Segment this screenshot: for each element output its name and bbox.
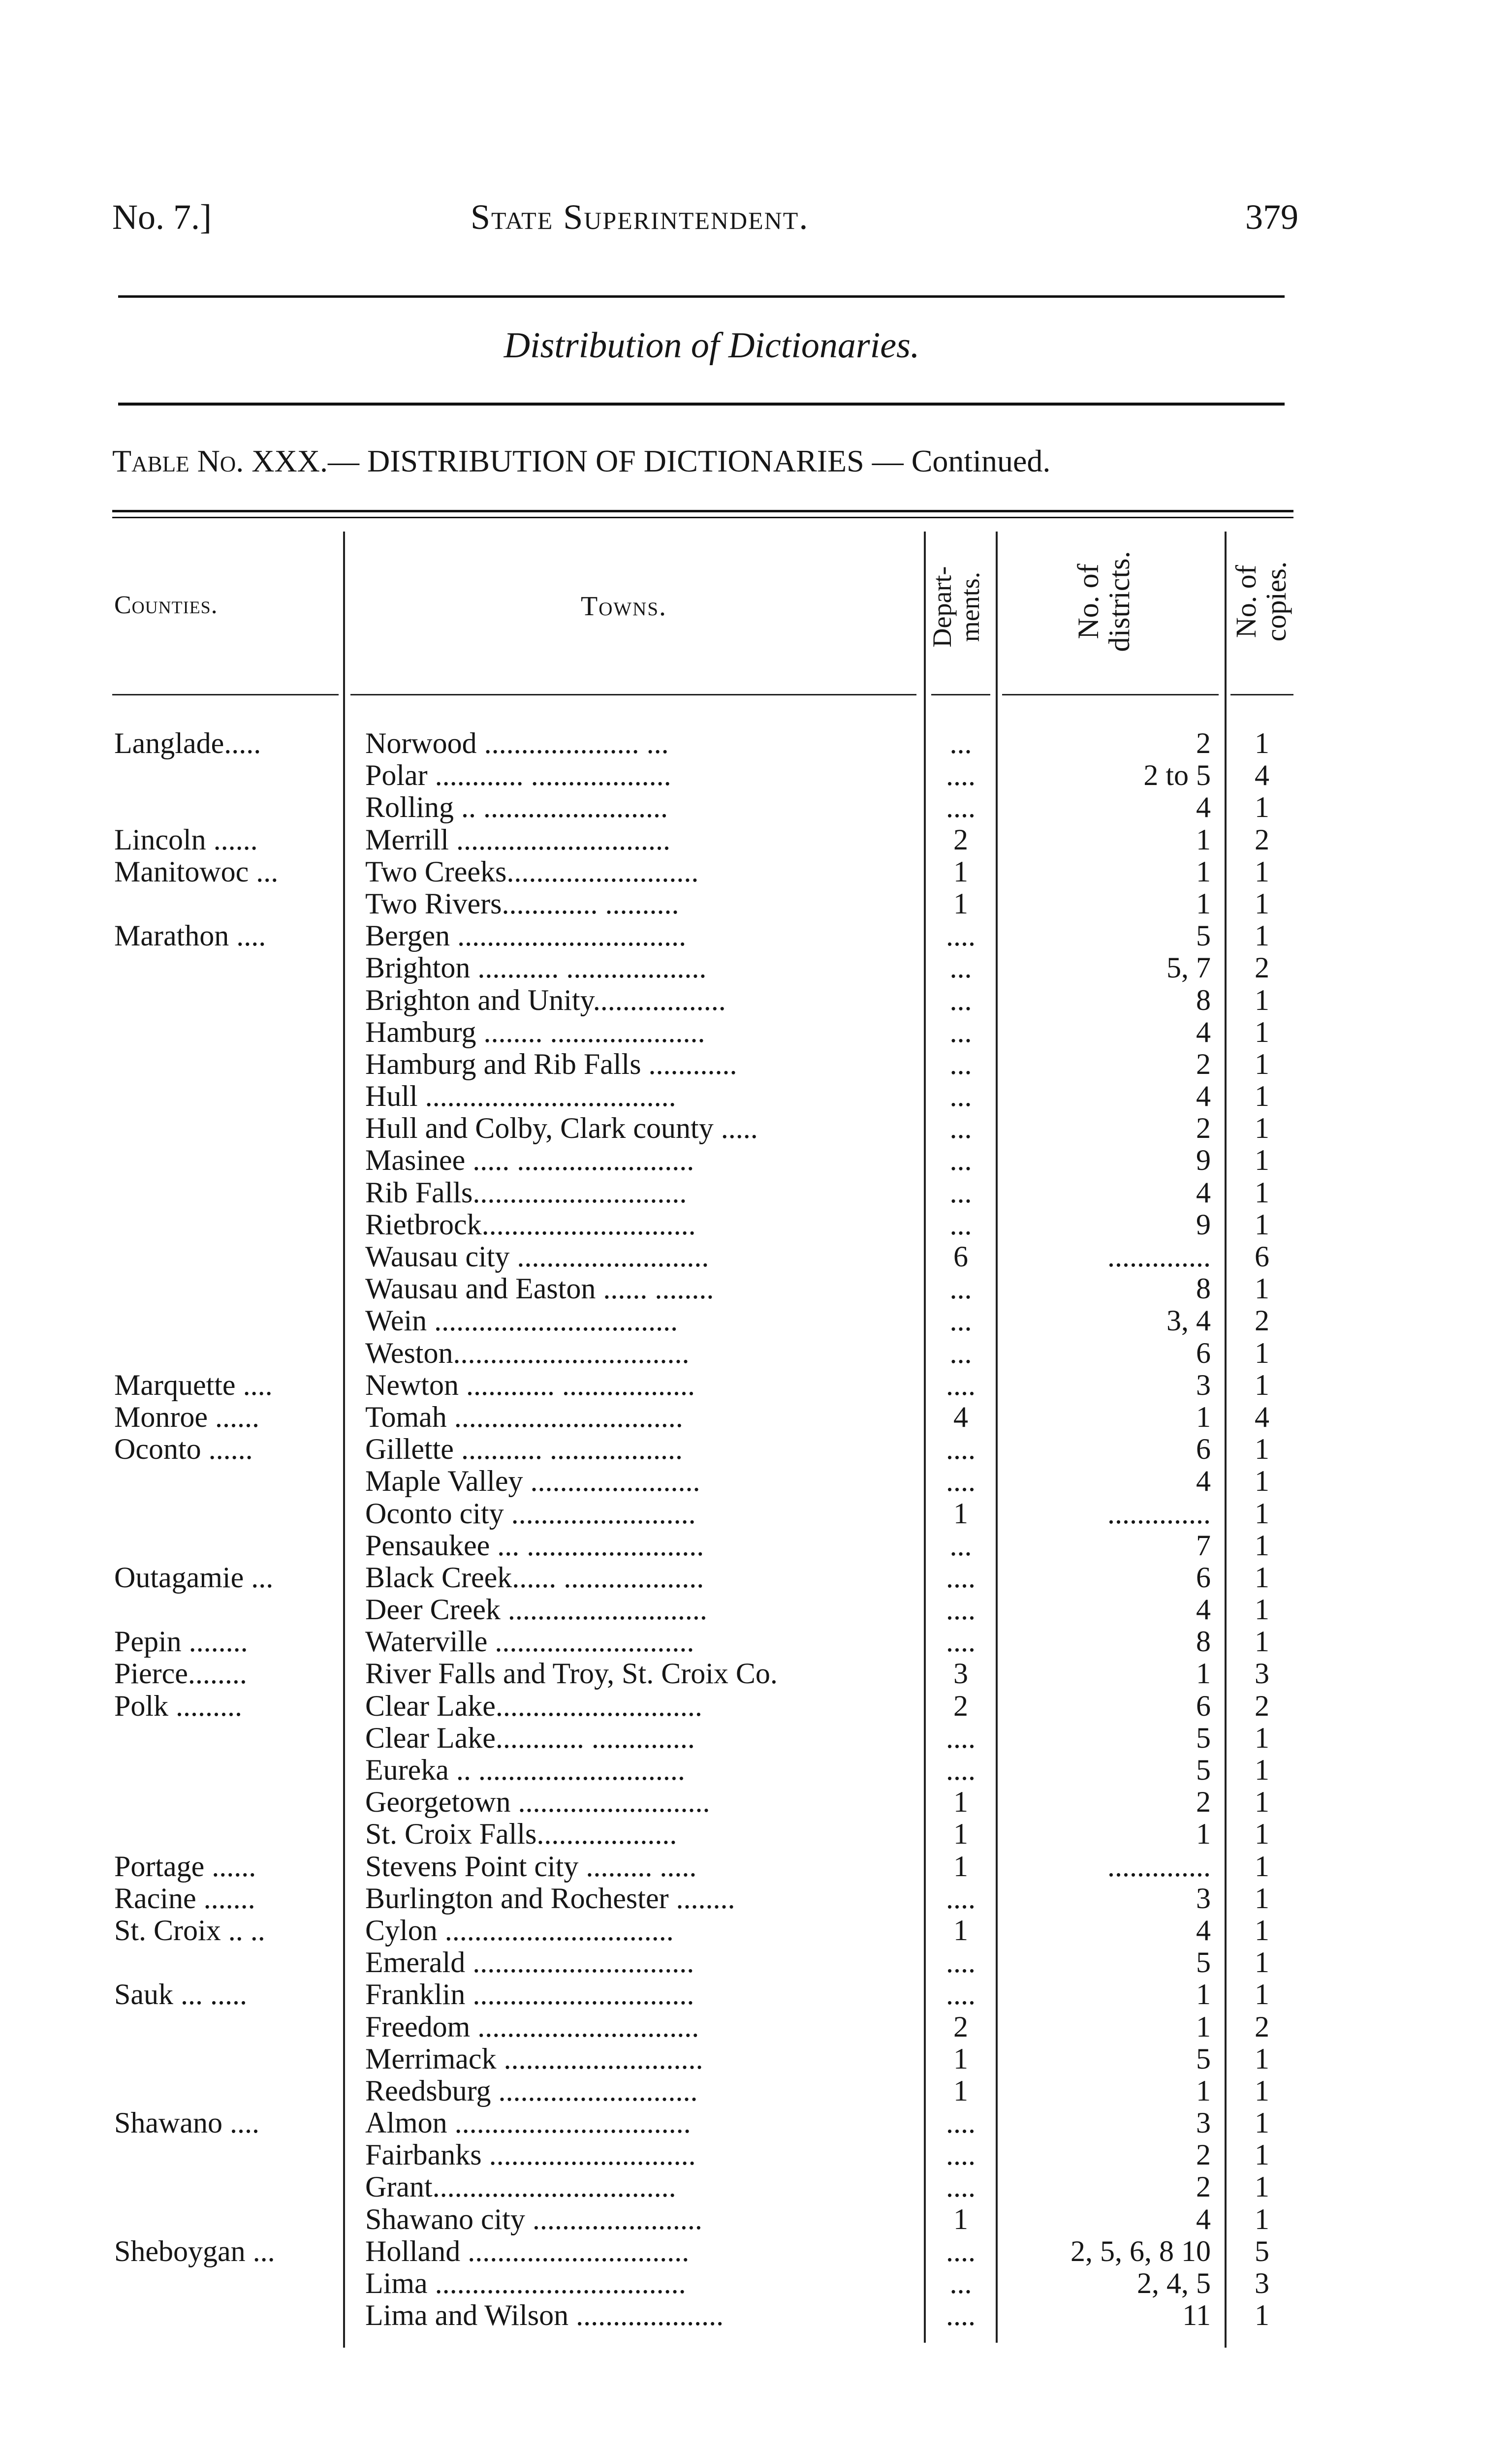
town-cell: Bergen ............................... (365, 920, 687, 952)
town-cell: Eureka .. ............................ (365, 1754, 685, 1786)
copies-cell: 1 (1255, 920, 1269, 952)
copies-cell: 4 (1255, 759, 1269, 792)
town-cell: Deer Creek ........................... (365, 1594, 707, 1626)
districts-cell: 1 (1196, 1979, 1211, 2011)
header-underline (112, 694, 339, 695)
departments-cell: ... (949, 952, 972, 984)
departments-cell: ... (949, 727, 972, 759)
copies-cell: 1 (1255, 2299, 1269, 2332)
copies-cell: 1 (1255, 1016, 1269, 1048)
departments-cell: .... (946, 2139, 976, 2171)
departments-cell: ... (949, 1048, 972, 1080)
districts-cell: 5 (1196, 1947, 1211, 1979)
copies-cell: 1 (1255, 1882, 1269, 1915)
departments-cell: ... (949, 1176, 972, 1209)
table-top-rule (112, 510, 1293, 512)
districts-cell: 2 (1196, 1112, 1211, 1145)
departments-cell: 3 (953, 1658, 968, 1690)
county-cell: Langlade..... (114, 727, 261, 759)
town-cell: Hull and Colby, Clark county ..... (365, 1112, 758, 1145)
town-cell: Fairbanks ............................ (365, 2139, 696, 2171)
table-row (0, 2107, 1512, 2139)
districts-cell: 5 (1196, 2042, 1211, 2075)
county-cell: Manitowoc ... (114, 855, 279, 888)
table-row (0, 1144, 1512, 1176)
town-cell: Waterville ........................... (365, 1626, 694, 1658)
table-row (0, 952, 1512, 984)
table-row (0, 759, 1512, 791)
table-row (0, 1754, 1512, 1786)
town-cell: Polar ............ ................... (365, 759, 671, 792)
town-cell: Lima and Wilson .................... (365, 2299, 724, 2332)
table-row (0, 2203, 1512, 2235)
town-cell: Holland .............................. (365, 2235, 690, 2267)
copies-cell: 2 (1255, 1690, 1269, 1722)
table-row (0, 1112, 1512, 1144)
districts-cell: 9 (1196, 1208, 1211, 1241)
districts-cell: 1 (1196, 1658, 1211, 1690)
districts-cell: 9 (1196, 1144, 1211, 1177)
town-cell: Pensaukee ... ........................ (365, 1529, 704, 1562)
districts-cell: 5 (1196, 1754, 1211, 1786)
town-cell: River Falls and Troy, St. Croix Co. (365, 1658, 778, 1690)
top-rule (118, 295, 1285, 298)
copies-cell: 1 (1255, 1626, 1269, 1658)
county-cell: Sauk ... ..... (114, 1979, 247, 2011)
town-cell: Masinee ..... ........................ (365, 1144, 694, 1177)
districts-cell: 4 (1196, 1594, 1211, 1626)
town-cell: St. Croix Falls................... (365, 1818, 677, 1851)
districts-cell: 5 (1196, 1722, 1211, 1754)
departments-cell: ... (949, 1529, 972, 1562)
county-cell: Portage ...... (114, 1850, 256, 1883)
departments-cell: .... (946, 2107, 976, 2139)
districts-cell: 2 (1196, 1048, 1211, 1080)
table-row (0, 824, 1512, 856)
table-row (0, 2299, 1512, 2331)
town-cell: Norwood ..................... ... (365, 727, 669, 759)
table-row (0, 1048, 1512, 1080)
copies-cell: 1 (1255, 1112, 1269, 1145)
copies-cell: 1 (1255, 1754, 1269, 1786)
header-districts-text: No. of districts. (1072, 551, 1135, 652)
districts-cell: 2 (1196, 1786, 1211, 1819)
town-cell: Oconto city ......................... (365, 1497, 696, 1530)
copies-cell: 5 (1255, 2235, 1269, 2267)
departments-cell: 1 (953, 2042, 968, 2075)
copies-cell: 1 (1255, 1786, 1269, 1819)
town-cell: Franklin .............................. (365, 1979, 694, 2011)
town-cell: Shawano city ....................... (365, 2203, 702, 2235)
town-cell: Gillette ........... .................. (365, 1433, 683, 1466)
districts-cell: 2 (1196, 2171, 1211, 2203)
districts-cell: 1 (1196, 2011, 1211, 2043)
table-row (0, 2075, 1512, 2107)
town-cell: Georgetown .......................... (365, 1786, 710, 1819)
copies-cell: 1 (1255, 1273, 1269, 1305)
table-row (0, 1465, 1512, 1497)
copies-cell: 1 (1255, 1594, 1269, 1626)
districts-cell: 6 (1196, 1561, 1211, 1594)
copies-cell: 1 (1255, 1144, 1269, 1177)
copies-cell: 1 (1255, 1561, 1269, 1594)
districts-cell: 4 (1196, 791, 1211, 824)
town-cell: Merrill ............................. (365, 823, 670, 856)
table-row (0, 984, 1512, 1016)
town-cell: Almon ................................ (365, 2107, 691, 2139)
departments-cell: .... (946, 1626, 976, 1658)
districts-cell: 5 (1196, 920, 1211, 952)
districts-cell: 1 (1196, 855, 1211, 888)
table-row (0, 1562, 1512, 1594)
town-cell: Lima .................................. (365, 2267, 686, 2299)
copies-cell: 1 (1255, 2171, 1269, 2203)
town-cell: Maple Valley ....................... (365, 1465, 700, 1498)
districts-cell: 1 (1196, 1401, 1211, 1433)
town-cell: Wausau and Easton ...... ........ (365, 1273, 714, 1305)
copies-cell: 1 (1255, 727, 1269, 759)
departments-cell: .... (946, 920, 976, 952)
departments-cell: 2 (953, 2011, 968, 2043)
copies-cell: 1 (1255, 984, 1269, 1016)
running-head-title: State Superintendent. (471, 197, 809, 237)
table-row (0, 1690, 1512, 1722)
departments-cell: 1 (953, 2074, 968, 2107)
copies-cell: 1 (1255, 855, 1269, 888)
town-cell: Hamburg ........ ..................... (365, 1016, 705, 1048)
districts-cell: 4 (1196, 1465, 1211, 1498)
departments-cell: .... (946, 2235, 976, 2267)
table-row (0, 1851, 1512, 1883)
town-cell: Cylon ............................... (365, 1914, 674, 1947)
districts-cell: 4 (1196, 2203, 1211, 2235)
table-row (0, 1080, 1512, 1112)
departments-cell: ... (949, 2267, 972, 2299)
departments-cell: .... (946, 1754, 976, 1786)
town-cell: Emerald .............................. (365, 1947, 694, 1979)
county-cell: Sheboygan ... (114, 2235, 275, 2267)
county-cell: Monroe ...... (114, 1401, 259, 1433)
districts-cell: 3 (1196, 1882, 1211, 1915)
copies-cell: 1 (1255, 1048, 1269, 1080)
districts-cell: 4 (1196, 1080, 1211, 1113)
header-towns: Towns. (581, 591, 667, 622)
header-districts (1073, 528, 1135, 675)
departments-cell: .... (946, 1369, 976, 1401)
county-cell: St. Croix .. .. (114, 1914, 265, 1947)
table-row (0, 1947, 1512, 1979)
table-row (0, 1369, 1512, 1401)
table-row (0, 2171, 1512, 2203)
departments-cell: .... (946, 759, 976, 792)
county-cell: Shawano .... (114, 2107, 259, 2139)
header-departments (928, 540, 984, 673)
departments-cell: 1 (953, 1914, 968, 1947)
copies-cell: 1 (1255, 2042, 1269, 2075)
table-body (0, 727, 1512, 2331)
copies-cell: 1 (1255, 1465, 1269, 1498)
districts-cell: 6 (1196, 1337, 1211, 1369)
town-cell: Wein ................................. (365, 1305, 678, 1337)
town-cell: Two Rivers............. .......... (365, 887, 679, 920)
town-cell: Two Creeks.......................... (365, 855, 699, 888)
table-caption: — DISTRIBUTION OF DICTIONARIES — Continued. (327, 443, 1051, 478)
town-cell: Brighton and Unity.................. (365, 984, 726, 1016)
town-cell: Wausau city .......................... (365, 1241, 709, 1273)
table-row (0, 1273, 1512, 1305)
town-cell: Clear Lake............ .............. (365, 1722, 695, 1754)
county-cell: Outagamie ... (114, 1561, 274, 1594)
districts-cell: 3 (1196, 1369, 1211, 1401)
table-row (0, 1177, 1512, 1209)
districts-cell: 4 (1196, 1176, 1211, 1209)
section-subtitle: Distribution of Dictionaries. (504, 325, 920, 366)
districts-cell: 6 (1196, 1433, 1211, 1466)
table-row (0, 2267, 1512, 2299)
table-row (0, 1786, 1512, 1818)
town-cell: Newton ............ .................. (365, 1369, 695, 1401)
table-row (0, 1594, 1512, 1626)
copies-cell: 1 (1255, 1979, 1269, 2011)
copies-cell: 1 (1255, 2074, 1269, 2107)
copies-cell: 1 (1255, 1914, 1269, 1947)
table-number: Table No. XXX. (112, 443, 328, 478)
districts-cell: 8 (1196, 1273, 1211, 1305)
copies-cell: 1 (1255, 1818, 1269, 1851)
document-number: No. 7.] (112, 197, 212, 237)
districts-cell: 3, 4 (1166, 1305, 1211, 1337)
town-cell: Rib Falls............................. (365, 1176, 687, 1209)
table-row (0, 2043, 1512, 2075)
table-row (0, 2139, 1512, 2171)
table-row (0, 1433, 1512, 1465)
copies-cell: 1 (1255, 1722, 1269, 1754)
departments-cell: .... (946, 1433, 976, 1466)
county-cell: Marquette .... (114, 1369, 273, 1401)
districts-cell: 1 (1196, 2074, 1211, 2107)
town-cell: Rietbrock............................. (365, 1208, 696, 1241)
county-cell: Pierce........ (114, 1658, 247, 1690)
page-number: 379 (1245, 197, 1298, 237)
districts-cell: 1 (1196, 1818, 1211, 1851)
departments-cell: 1 (953, 1850, 968, 1883)
table-row (0, 1626, 1512, 1658)
table-row (0, 1818, 1512, 1850)
copies-cell: 1 (1255, 2139, 1269, 2171)
departments-cell: .... (946, 2299, 976, 2332)
copies-cell: 3 (1255, 1658, 1269, 1690)
town-cell: Rolling .. ......................... (365, 791, 668, 824)
copies-cell: 1 (1255, 1080, 1269, 1113)
table-row (0, 1530, 1512, 1562)
county-cell: Oconto ...... (114, 1433, 253, 1466)
copies-cell: 1 (1255, 1369, 1269, 1401)
table-title (112, 443, 1303, 479)
header-underline (1230, 694, 1293, 695)
copies-cell: 1 (1255, 887, 1269, 920)
departments-cell: ... (949, 1305, 972, 1337)
header-copies-text: No. of copies. (1230, 561, 1292, 642)
districts-cell: 2 (1196, 727, 1211, 759)
districts-cell: 1 (1196, 887, 1211, 920)
departments-cell: .... (946, 1561, 976, 1594)
header-counties: Counties. (114, 591, 218, 619)
town-cell: Burlington and Rochester ........ (365, 1882, 735, 1915)
departments-cell: .... (946, 1722, 976, 1754)
districts-cell: 7 (1196, 1529, 1211, 1562)
county-cell: Marathon .... (114, 920, 266, 952)
districts-cell: 8 (1196, 1626, 1211, 1658)
copies-cell: 1 (1255, 1208, 1269, 1241)
departments-cell: 2 (953, 823, 968, 856)
town-cell: Reedsburg ........................... (365, 2074, 698, 2107)
departments-cell: ... (949, 1337, 972, 1369)
copies-cell: 1 (1255, 1433, 1269, 1466)
departments-cell: 4 (953, 1401, 968, 1433)
districts-cell: .............. (1107, 1241, 1211, 1273)
header-underline (350, 694, 916, 695)
districts-cell: 2 (1196, 2139, 1211, 2171)
table-row (0, 1337, 1512, 1369)
table-row (0, 2235, 1512, 2267)
table-row (0, 856, 1512, 888)
town-cell: Merrimack ........................... (365, 2042, 703, 2075)
town-cell: Black Creek...... ................... (365, 1561, 704, 1594)
departments-cell: .... (946, 2171, 976, 2203)
county-cell: Racine ....... (114, 1882, 255, 1915)
table-row (0, 888, 1512, 920)
copies-cell: 2 (1255, 952, 1269, 984)
districts-cell: 4 (1196, 1016, 1211, 1048)
table-row (0, 727, 1512, 759)
table-row (0, 1722, 1512, 1754)
header-underline (931, 694, 990, 695)
town-cell: Weston................................ (365, 1337, 690, 1369)
town-cell: Clear Lake............................ (365, 1690, 702, 1722)
departments-cell: .... (946, 791, 976, 824)
header-departments-text: Depart- ments. (927, 566, 985, 648)
town-cell: Hull .................................. (365, 1080, 676, 1113)
table-row (0, 1305, 1512, 1337)
copies-cell: 2 (1255, 1305, 1269, 1337)
departments-cell: 1 (953, 1786, 968, 1819)
table-row (0, 2011, 1512, 2043)
districts-cell: 3 (1196, 2107, 1211, 2139)
districts-cell: 1 (1196, 823, 1211, 856)
districts-cell: 4 (1196, 1914, 1211, 1947)
departments-cell: 1 (953, 855, 968, 888)
copies-cell: 1 (1255, 1176, 1269, 1209)
copies-cell: 1 (1255, 1529, 1269, 1562)
copies-cell: 1 (1255, 1497, 1269, 1530)
copies-cell: 1 (1255, 1850, 1269, 1883)
table-row (0, 1016, 1512, 1048)
table-row (0, 1883, 1512, 1915)
districts-cell: 2 to 5 (1143, 759, 1211, 792)
header-underline (1002, 694, 1219, 695)
departments-cell: ... (949, 1016, 972, 1048)
districts-cell: 5, 7 (1166, 952, 1211, 984)
copies-cell: 1 (1255, 1947, 1269, 1979)
table-row (0, 920, 1512, 952)
departments-cell: .... (946, 1979, 976, 2011)
departments-cell: ... (949, 1112, 972, 1145)
table-row (0, 1401, 1512, 1433)
copies-cell: 1 (1255, 2203, 1269, 2235)
table-row (0, 1979, 1512, 2011)
districts-cell: 2, 4, 5 (1137, 2267, 1211, 2299)
table-row (0, 1658, 1512, 1690)
departments-cell: ... (949, 1144, 972, 1177)
town-cell: Tomah ............................... (365, 1401, 683, 1433)
county-cell: Polk ......... (114, 1690, 243, 1722)
districts-cell: 2, 5, 6, 8 10 (1071, 2235, 1211, 2267)
departments-cell: 1 (953, 2203, 968, 2235)
copies-cell: 1 (1255, 1337, 1269, 1369)
table-top-rule-thin (112, 517, 1293, 518)
town-cell: Brighton ........... ................... (365, 952, 707, 984)
running-head (112, 197, 1298, 251)
departments-cell: 1 (953, 1497, 968, 1530)
town-cell: Stevens Point city ......... ..... (365, 1850, 697, 1883)
copies-cell: 6 (1255, 1241, 1269, 1273)
departments-cell: .... (946, 1594, 976, 1626)
table-row (0, 1241, 1512, 1273)
districts-cell: 11 (1182, 2299, 1211, 2332)
departments-cell: ... (949, 1273, 972, 1305)
copies-cell: 2 (1255, 823, 1269, 856)
departments-cell: ... (949, 984, 972, 1016)
town-cell: Grant................................. (365, 2171, 676, 2203)
districts-cell: .............. (1107, 1850, 1211, 1883)
copies-cell: 1 (1255, 2107, 1269, 2139)
county-cell: Pepin ........ (114, 1626, 248, 1658)
copies-cell: 1 (1255, 791, 1269, 824)
table-row (0, 1498, 1512, 1530)
copies-cell: 2 (1255, 2011, 1269, 2043)
table-row (0, 791, 1512, 823)
table-row (0, 1209, 1512, 1241)
districts-cell: .............. (1107, 1497, 1211, 1530)
departments-cell: 1 (953, 1818, 968, 1851)
subtitle-rule (118, 403, 1285, 406)
departments-cell: 6 (953, 1241, 968, 1273)
districts-cell: 8 (1196, 984, 1211, 1016)
county-cell: Lincoln ...... (114, 823, 258, 856)
departments-cell: ... (949, 1208, 972, 1241)
departments-cell: .... (946, 1882, 976, 1915)
departments-cell: .... (946, 1947, 976, 1979)
departments-cell: ... (949, 1080, 972, 1113)
departments-cell: 2 (953, 1690, 968, 1722)
header-copies (1231, 528, 1292, 675)
copies-cell: 3 (1255, 2267, 1269, 2299)
town-cell: Hamburg and Rib Falls ............ (365, 1048, 737, 1080)
town-cell: Freedom .............................. (365, 2011, 699, 2043)
table-row (0, 1915, 1512, 1947)
departments-cell: 1 (953, 887, 968, 920)
copies-cell: 4 (1255, 1401, 1269, 1433)
districts-cell: 6 (1196, 1690, 1211, 1722)
departments-cell: .... (946, 1465, 976, 1498)
